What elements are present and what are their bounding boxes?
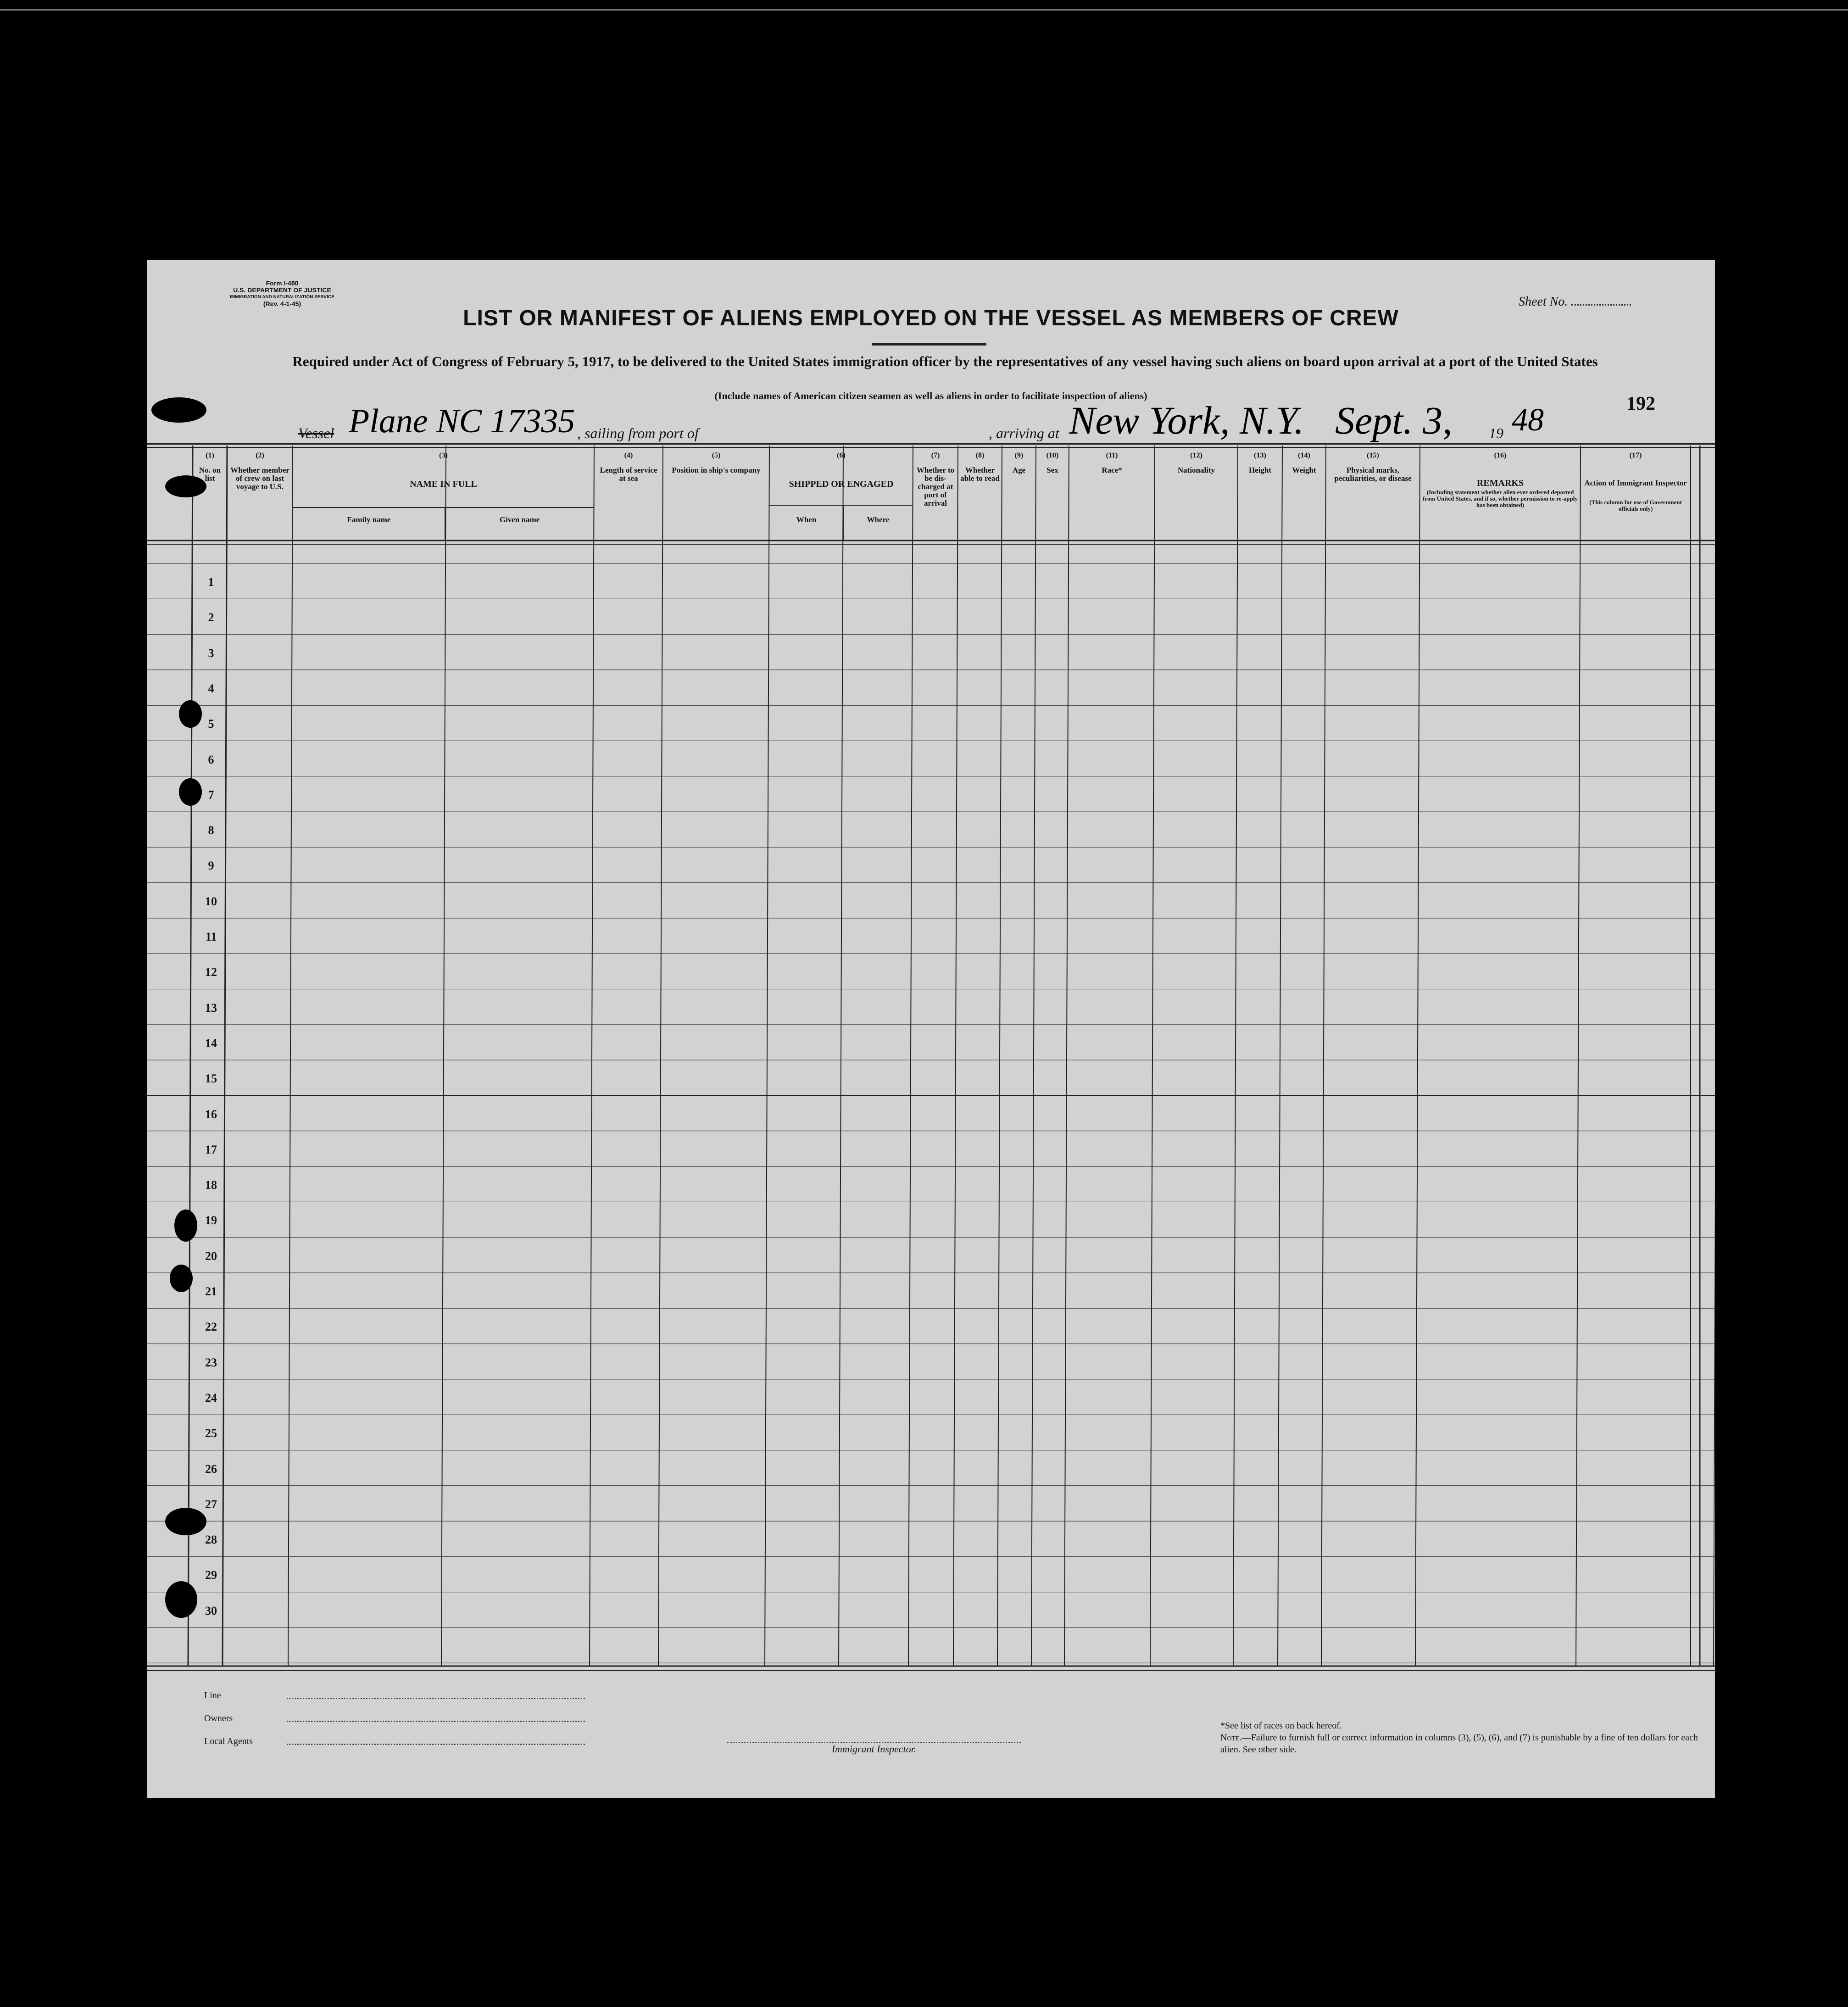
- row-number: 3: [208, 646, 214, 660]
- scan-top-edge: [0, 9, 1848, 11]
- column-divider: [1031, 446, 1036, 1666]
- column-divider: [188, 446, 193, 1666]
- column-number: (8): [975, 452, 985, 459]
- note-label: Note.: [1220, 1733, 1242, 1743]
- column-divider: [953, 446, 958, 1666]
- column-number: (11): [1106, 452, 1118, 459]
- column-header-label: NAME IN FULL: [410, 479, 477, 489]
- column-header-label: Sex: [1046, 466, 1058, 474]
- footer-note: [1220, 1720, 1715, 1756]
- footer-agents: [204, 1736, 253, 1747]
- sailing-label: , sailing from port of: [577, 425, 699, 441]
- column-header-label: SHIPPED OR ENGAGED: [789, 479, 894, 489]
- arriving-value: New York, N.Y.: [1069, 398, 1304, 442]
- year-prefix: 19: [1489, 425, 1503, 441]
- arriving-label: , arriving at: [989, 425, 1059, 441]
- row-number: 25: [205, 1427, 217, 1440]
- column-subheader: Family name: [347, 515, 391, 524]
- column-header-detail: (Including statement whether alien ever ordered deported from United States, and if so, whether permission to re-apply has been obtained): [1423, 489, 1578, 508]
- column-number: (12): [1190, 452, 1202, 459]
- column-divider: [1415, 446, 1420, 1666]
- binding-hole: [179, 700, 202, 728]
- row-number: 24: [205, 1391, 217, 1405]
- row-number: 1: [208, 575, 214, 589]
- column-divider: [590, 446, 594, 1666]
- sheet-number-label: Sheet No.: [1519, 295, 1568, 309]
- column-header-label: No. on list: [199, 466, 221, 483]
- row-number: 17: [205, 1143, 217, 1156]
- column-divider: [1150, 446, 1155, 1666]
- column-header-label: Physical marks, peculiarities, or disease: [1334, 466, 1412, 483]
- row-number: 22: [205, 1320, 217, 1334]
- column-subheader: When: [796, 515, 817, 524]
- footer-line: [204, 1690, 221, 1701]
- form-subtitle: Required under Act of Congress of February 5, 1917, to be delivered to the United States immigration officer by the representatives of any vessel having such aliens on board upon arrival at a port of the United States: [292, 353, 1598, 369]
- column-divider: [288, 446, 293, 1666]
- column-divider: [997, 446, 1002, 1666]
- row-number: 5: [208, 717, 214, 731]
- column-number: (3): [439, 452, 448, 459]
- column-divider: [1233, 446, 1238, 1666]
- column-subheader: Where: [867, 515, 890, 524]
- row-number: 26: [205, 1462, 217, 1476]
- column-header-label: Action of Immigrant Inspector: [1584, 479, 1687, 487]
- binding-hole: [165, 1508, 206, 1535]
- row-number: 15: [205, 1072, 217, 1086]
- agents-label: Local Agents: [204, 1736, 253, 1746]
- form-revision: (Rev. 4-1-45): [263, 300, 301, 307]
- column-subheader: Given name: [499, 515, 540, 524]
- row-number: 23: [205, 1355, 217, 1369]
- column-number: (15): [1367, 452, 1379, 459]
- column-divider: [1278, 446, 1282, 1666]
- row-number: 2: [208, 611, 214, 624]
- row-number: 16: [205, 1107, 217, 1121]
- row-number: 27: [205, 1497, 217, 1511]
- column-header-label: Whether to be dis-charged at port of arrival: [916, 466, 955, 507]
- column-header-detail: (This column for use of Government officials only): [1589, 499, 1682, 512]
- column-number: (6): [837, 452, 846, 459]
- form-subnote: (Include names of American citizen seamen as well as aliens in order to facilitate inspection of aliens): [714, 390, 1147, 401]
- column-header-label: Nationality: [1177, 466, 1215, 474]
- column-divider: [765, 446, 769, 1666]
- binding-hole: [174, 1210, 197, 1242]
- row-number: 9: [208, 859, 214, 873]
- column-header-label: Weight: [1292, 466, 1316, 474]
- inspector-label: Immigrant Inspector.: [831, 1743, 917, 1755]
- column-divider: [839, 446, 843, 1666]
- agents-blank: [287, 1744, 585, 1745]
- page-number: 192: [1626, 393, 1655, 414]
- column-divider: [223, 446, 227, 1666]
- binding-hole: [170, 1265, 193, 1292]
- manifest-sheet: [147, 260, 1715, 1798]
- column-divider: [658, 446, 663, 1666]
- column-header-label: Whether member of crew on last voyage to U.S.: [230, 466, 289, 491]
- vessel-label: Vessel: [298, 425, 334, 441]
- note-text: —Failure to furnish full or correct information in columns (3), (5), (6), and (7) is punishable by a fine of ten dollars for each alien. See other side.: [1220, 1733, 1698, 1755]
- row-number: 11: [205, 930, 217, 943]
- row-number: 7: [208, 788, 214, 802]
- row-number: 10: [205, 894, 217, 908]
- row-number: 12: [205, 965, 217, 979]
- races-note: *See list of races on back hereof.: [1220, 1721, 1342, 1731]
- form-title: LIST OR MANIFEST OF ALIENS EMPLOYED ON THE VESSEL AS MEMBERS OF CREW: [463, 306, 1399, 330]
- column-number: (5): [712, 452, 721, 459]
- column-number: (14): [1298, 452, 1310, 459]
- inspector-signature: [727, 1742, 1021, 1755]
- binding-hole: [179, 778, 202, 806]
- column-header-label: Height: [1248, 466, 1272, 474]
- owners-label: Owners: [204, 1713, 233, 1723]
- row-number: 19: [205, 1214, 217, 1227]
- column-divider: [441, 446, 446, 1666]
- column-number: (16): [1494, 452, 1507, 459]
- row-number: 18: [205, 1178, 217, 1192]
- column-number: (4): [624, 452, 633, 459]
- column-divider: [908, 446, 913, 1666]
- grid-lines: [147, 444, 1715, 1671]
- department-name: U.S. DEPARTMENT OF JUSTICE: [233, 286, 331, 294]
- footer-owners: [204, 1713, 233, 1724]
- column-number: (9): [1014, 452, 1024, 459]
- binding-hole: [165, 475, 206, 497]
- year-value: 48: [1512, 402, 1544, 438]
- row-number: 6: [208, 753, 214, 766]
- binding-hole: [151, 397, 206, 423]
- row-number: 8: [208, 824, 214, 837]
- service-name: IMMIGRATION AND NATURALIZATION SERVICE: [230, 295, 334, 300]
- column-number: (13): [1254, 452, 1266, 459]
- column-number: (7): [931, 452, 940, 459]
- row-number: 20: [205, 1249, 217, 1263]
- column-divider: [1714, 446, 1715, 1666]
- vessel-value: Plane NC 17335: [349, 402, 575, 440]
- line-blank: [287, 1698, 585, 1699]
- column-number: (1): [206, 452, 214, 459]
- column-divider: [1321, 446, 1326, 1666]
- column-number: (2): [256, 452, 264, 459]
- column-header-label: Race*: [1102, 466, 1122, 474]
- row-number: 13: [205, 1001, 217, 1015]
- column-header-label: Length of service at sea: [600, 466, 657, 483]
- column-header-label: Age: [1012, 466, 1026, 474]
- owners-blank: [287, 1721, 585, 1722]
- row-number: 21: [205, 1285, 217, 1298]
- column-number: (10): [1046, 452, 1059, 459]
- column-header-label: REMARKS: [1476, 478, 1524, 488]
- row-number: 29: [205, 1568, 217, 1582]
- row-number: 4: [208, 681, 214, 695]
- form-number: Form I-480: [266, 279, 299, 287]
- column-header-label: Position in ship's company: [672, 466, 761, 474]
- column-header-label: Whether able to read: [960, 466, 1000, 483]
- date-value: Sept. 3,: [1335, 398, 1453, 442]
- column-divider: [1064, 446, 1069, 1666]
- row-number: 14: [205, 1036, 217, 1050]
- binding-hole: [165, 1581, 197, 1618]
- line-label: Line: [204, 1690, 221, 1700]
- column-number: (17): [1629, 452, 1642, 459]
- column-divider: [1576, 446, 1581, 1666]
- row-number: 30: [205, 1604, 217, 1617]
- row-number: 28: [205, 1533, 217, 1547]
